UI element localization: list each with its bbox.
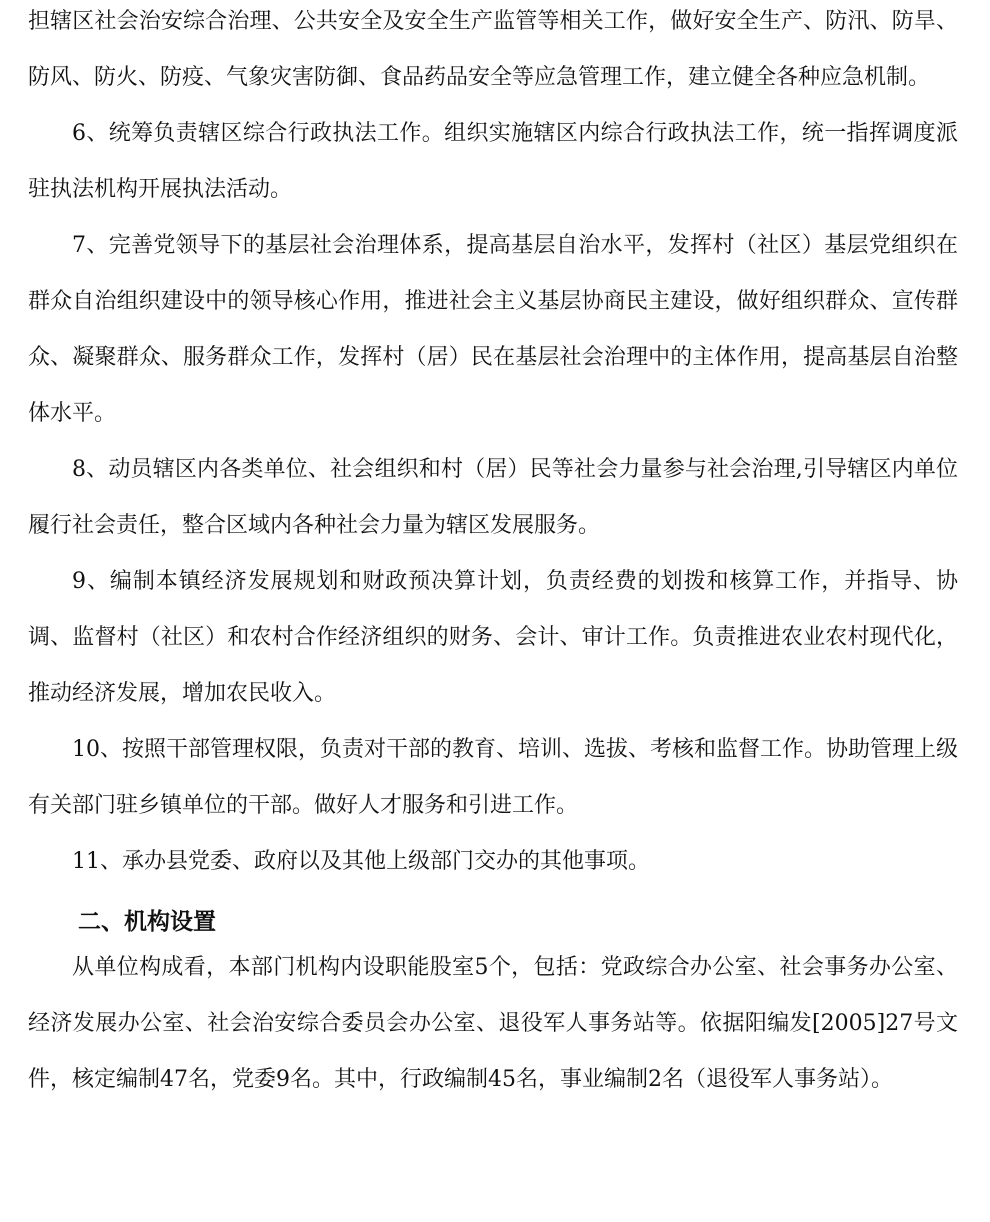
paragraph-organization: 从单位构成看，本部门机构内设职能股室5个，包括：党政综合办公室、社会事务办公室、经济发展办公室、社会治安综合委员会办公室、退役军人事务站等。依据阳编发[2005]27号文件，核定编制47名，党委9名。其中，行政编制45名，事业编制2名（退役军人事务站）。 bbox=[28, 955, 959, 1092]
paragraph-duty-6: 6、统筹负责辖区综合行政执法工作。组织实施辖区内综合行政执法工作，统一指挥调度派驻执法机构开展执法活动。 bbox=[28, 121, 958, 202]
paragraph-duty-8: 8、动员辖区内各类单位、社会组织和村（居）民等社会力量参与社会治理,引导辖区内单位履行社会责任，整合区域内各种社会力量为辖区发展服务。 bbox=[28, 457, 958, 538]
document-body bbox=[28, 0, 958, 1108]
section-heading: 二、机构设置 bbox=[78, 909, 216, 935]
paragraph-duty-11: 11、承办县党委、政府以及其他上级部门交办的其他事项。 bbox=[72, 849, 650, 874]
paragraph-duty-10: 10、按照干部管理权限，负责对干部的教育、培训、选拔、考核和监督工作。协助管理上级有关部门驻乡镇单位的干部。做好人才服务和引进工作。 bbox=[28, 737, 958, 818]
paragraph-duty-7: 7、完善党领导下的基层社会治理体系，提高基层自治水平，发挥村（社区）基层党组织在群众自治组织建设中的领导核心作用，推进社会主义基层协商民主建设，做好组织群众、宣传群众、凝聚群众、服务群众工作，发挥村（居）民在基层社会治理中的主体作用，提高基层自治整体水平。 bbox=[28, 233, 958, 426]
paragraph-duty-9: 9、编制本镇经济发展规划和财政预决算计划，负责经费的划拨和核算工作，并指导、协调、监督村（社区）和农村合作经济组织的财务、会计、审计工作。负责推进农业农村现代化，推动经济发展，增加农民收入。 bbox=[28, 569, 958, 706]
paragraph-continued-duty-5: 担辖区社会治安综合治理、公共安全及安全生产监管等相关工作，做好安全生产、防汛、防旱、防风、防火、防疫、气象灾害防御、食品药品安全等应急管理工作，建立健全各种应急机制。 bbox=[28, 9, 958, 90]
